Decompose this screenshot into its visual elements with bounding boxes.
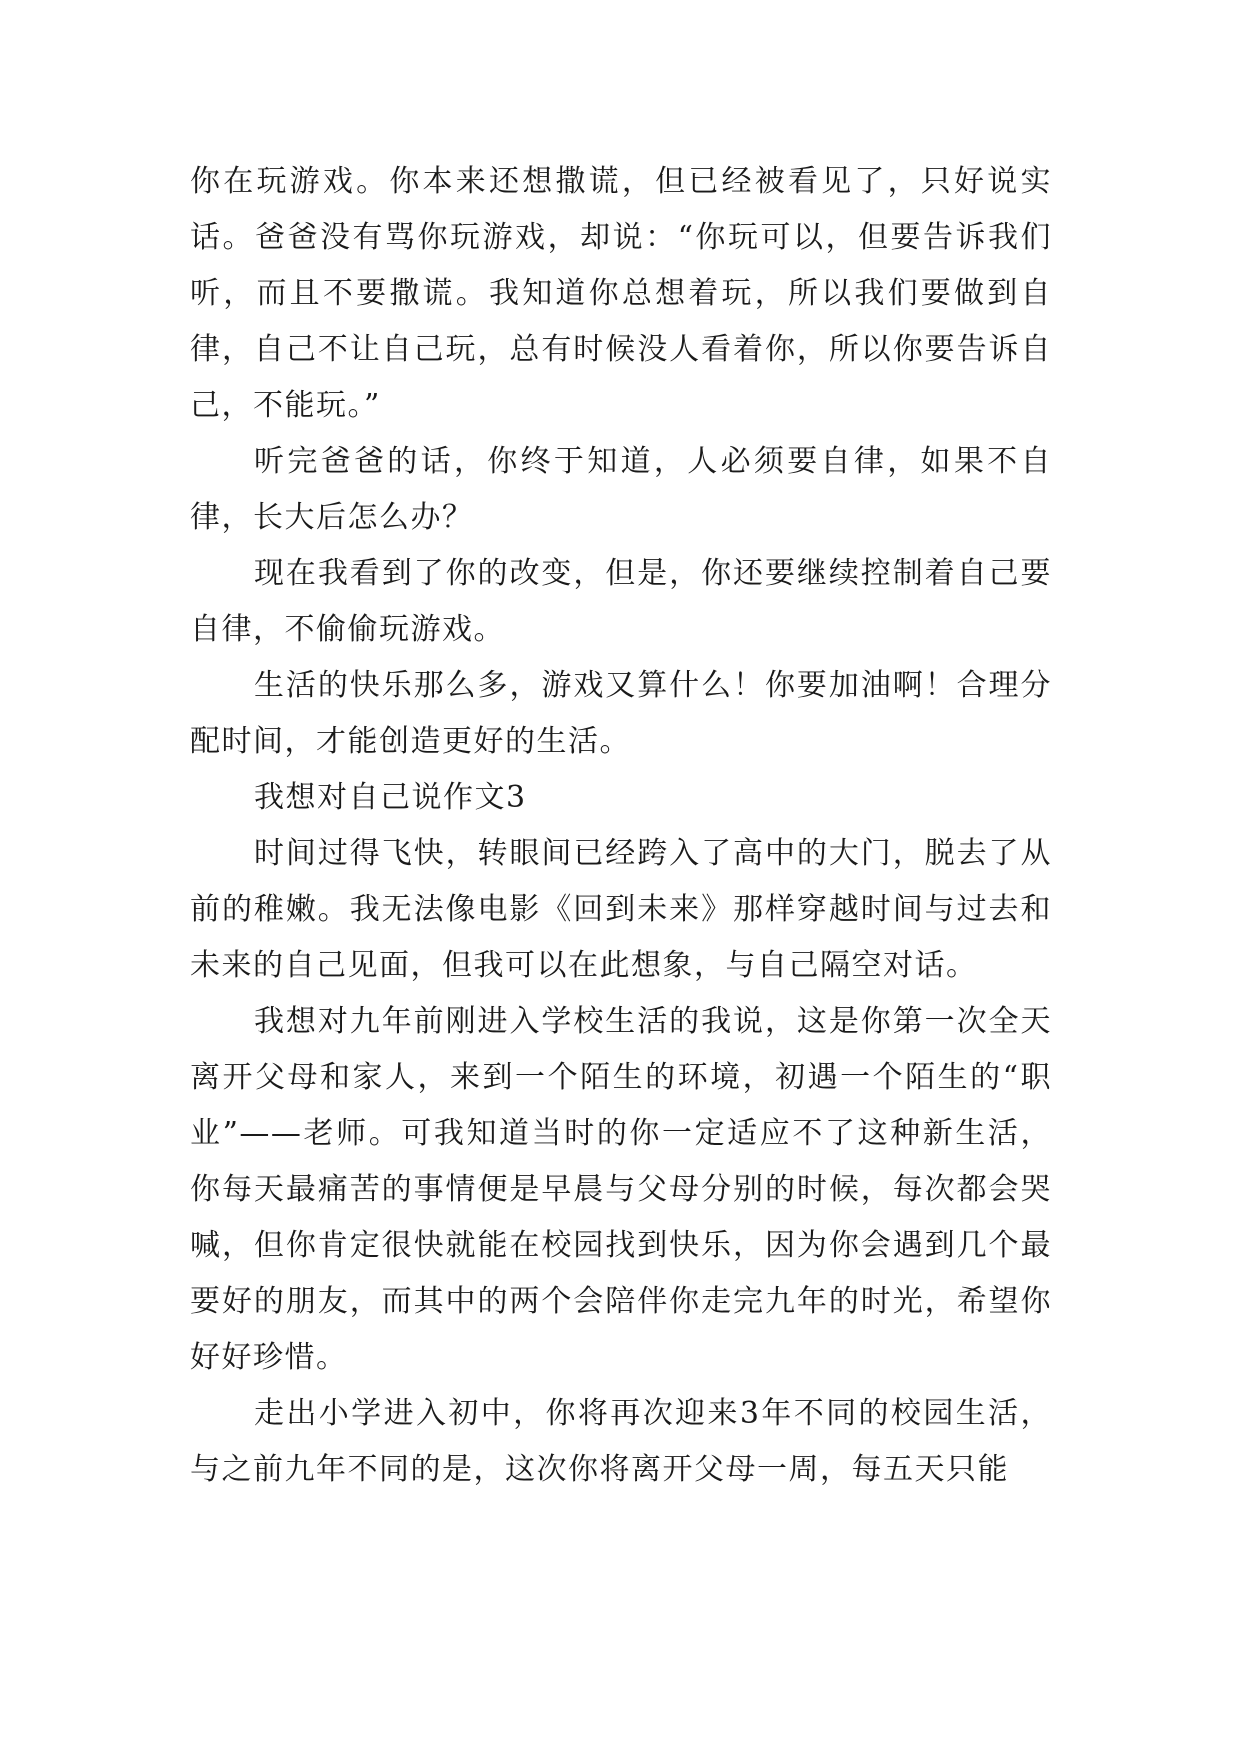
document-body <box>190 154 1052 1498</box>
section-heading: 我想对自己说作文3 <box>254 780 527 815</box>
paragraph-2: 听完爸爸的话，你终于知道，人必须要自律，如果不自律，长大后怎么办？ <box>190 444 1052 535</box>
paragraph-3: 现在我看到了你的改变，但是，你还要继续控制着自己要自律，不偷偷玩游戏。 <box>190 556 1052 647</box>
paragraph-4: 生活的快乐那么多，游戏又算什么！你要加油啊！合理分配时间，才能创造更好的生活。 <box>190 668 1052 759</box>
paragraph-7: 我想对九年前刚进入学校生活的我说，这是你第一次全天离开父母和家人，来到一个陌生的环境，初遇一个陌生的“职业”——老师。可我知道当时的你一定适应不了这种新生活，你每天最痛苦的事情便是早晨与父母分别的时候，每次都会哭喊，但你肯定很快就能在校园找到快乐，因为你会遇到几个最要好的朋友，而其中的两个会陪伴你走完九年的时光，希望你好好珍惜。 <box>190 1004 1052 1375</box>
paragraph-8: 走出小学进入初中，你将再次迎来3年不同的校园生活，与之前九年不同的是，这次你将离开父母一周，每五天只能 <box>190 1396 1052 1487</box>
paragraph-6: 时间过得飞快，转眼间已经跨入了高中的大门，脱去了从前的稚嫩。我无法像电影《回到未来》那样穿越时间与过去和未来的自己见面，但我可以在此想象，与自己隔空对话。 <box>190 836 1052 983</box>
paragraph-1: 你在玩游戏。你本来还想撒谎，但已经被看见了，只好说实话。爸爸没有骂你玩游戏，却说：“你玩可以，但要告诉我们听，而且不要撒谎。我知道你总想着玩，所以我们要做到自律，自己不让自己玩，总有时候没人看着你，所以你要告诉自己，不能玩。” <box>190 164 1052 423</box>
